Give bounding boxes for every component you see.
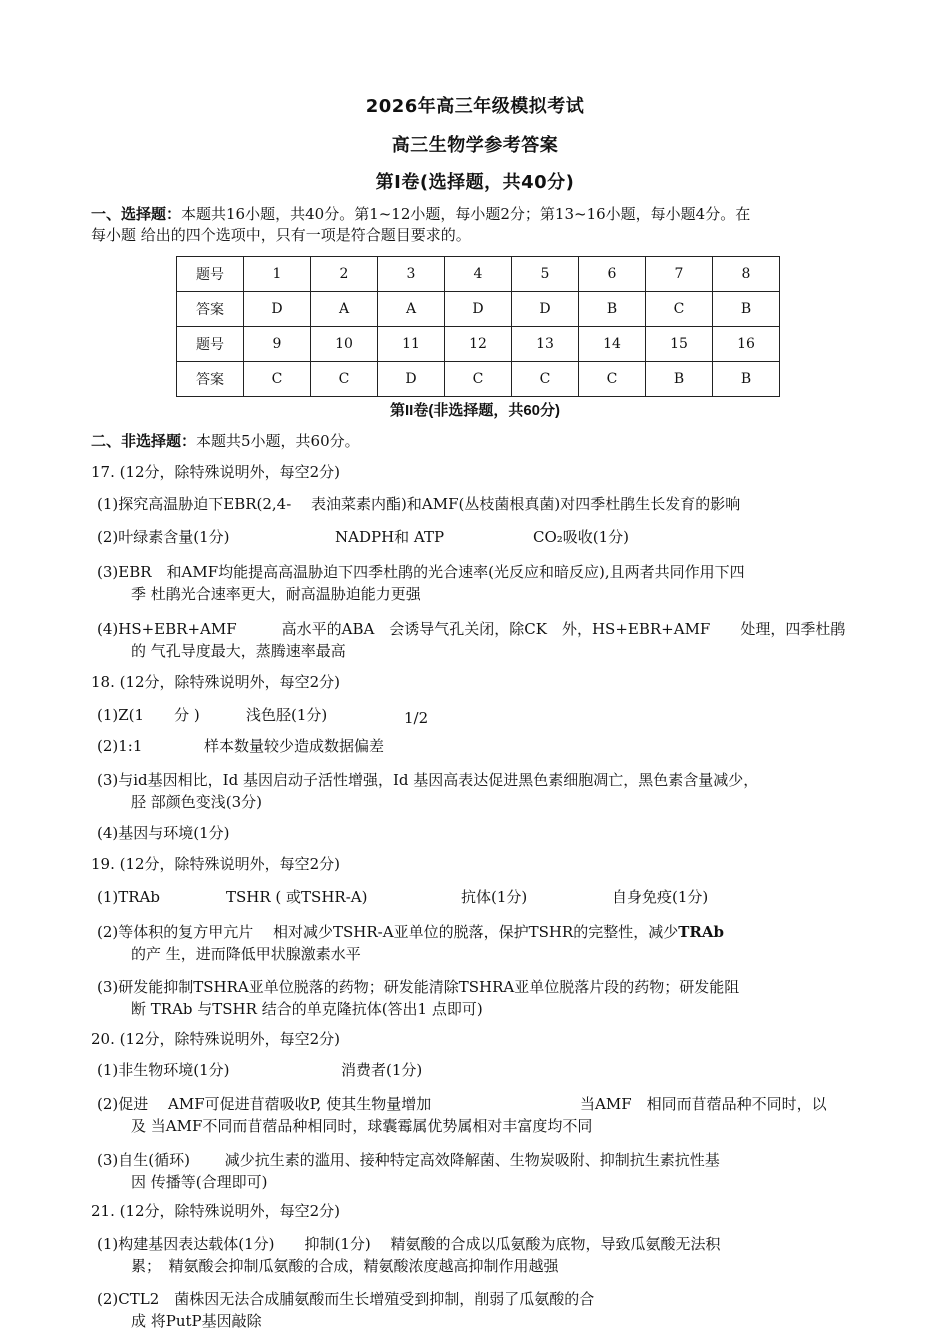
table-cell: 11 [378, 327, 445, 362]
part1-title: 第I卷(选择题，共40分) [375, 172, 575, 193]
table-cell: C [646, 292, 713, 327]
answer-table [176, 256, 780, 397]
table-cell: 6 [579, 257, 646, 292]
part1-intro-line1 [91, 203, 750, 225]
table-cell: C [445, 362, 512, 397]
table-cell: D [244, 292, 311, 327]
q19-answer-3-line2: 断 TRAb 与TSHR 结合的单克隆抗体(答出1 点即可) [131, 1000, 483, 1018]
table-cell: 16 [713, 327, 780, 362]
q21-answer-2-line1: (2)CTL2 菌株因无法合成脯氨酸而生长增殖受到抑制，削弱了瓜氨酸的合 [97, 1290, 595, 1308]
q18-header: 18. (12分，除特殊说明外，每空2分) [91, 673, 340, 691]
q20-answer-3-line1: (3)自生(循环) 减少抗生素的滥用、接种特定高效降解菌、生物炭吸附、抑制抗生素抗性基 [97, 1151, 720, 1169]
table-cell: A [378, 292, 445, 327]
table-cell: 13 [512, 327, 579, 362]
table-cell: 4 [445, 257, 512, 292]
q17-answer-4-line2: 的 气孔导度最大，蒸腾速率最高 [131, 642, 346, 660]
q19-answer-1b: TSHR ( 或TSHR-A) [226, 888, 368, 906]
q17-answer-2a: (2)叶绿素含量(1分) [97, 528, 230, 546]
q21-answer-1-line1: (1)构建基因表达载体(1分) 抑制(1分) 精氨酸的合成以瓜氨酸为底物，导致瓜氨酸无法积 [97, 1235, 721, 1253]
table-row [177, 292, 780, 327]
part1-intro-line2: 每小题 给出的四个选项中，只有一项是符合题目要求的。 [91, 226, 471, 244]
q19-answer-2-text: (2)等体积的复方甲亢片 相对减少TSHR-A亚单位的脱落，保护TSHR的完整性，减少 [97, 923, 679, 941]
table-cell: C [512, 362, 579, 397]
q19-answer-1a: (1)TRAb [97, 888, 160, 906]
table-row [177, 362, 780, 397]
q17-answer-3-line1: (3)EBR 和AMF均能提高高温胁迫下四季杜鹃的光合速率(光反应和暗反应),且两者共同作用下四 [97, 563, 745, 581]
table-cell: 1 [244, 257, 311, 292]
q18-answer-3-line2: 胫 部颜色变浅(3分) [131, 793, 263, 811]
table-cell-header: 题号 [177, 327, 244, 362]
part2-label: 二、非选择题： [91, 432, 197, 450]
table-cell: B [579, 292, 646, 327]
q19-answer-2-trab: TRAb [678, 923, 724, 941]
q18-answer-2a: (2)1:1 [97, 737, 143, 755]
part2-intro-text: 本题共5小题，共60分。 [196, 432, 360, 450]
table-cell: B [713, 362, 780, 397]
q17-header: 17. (12分，除特殊说明外，每空2分) [91, 463, 340, 481]
q20-answer-1a: (1)非生物环境(1分) [97, 1061, 230, 1079]
q18-answer-1a: (1)Z(1 分 ) [97, 706, 200, 724]
q18-answer-1b: 浅色胫(1分) [246, 706, 328, 724]
table-cell: C [244, 362, 311, 397]
answer-key-title: 高三生物学参考答案 [391, 135, 559, 156]
part1-label: 一、选择题： [91, 205, 182, 223]
table-cell: A [311, 292, 378, 327]
table-cell-header: 答案 [177, 292, 244, 327]
table-cell: 9 [244, 327, 311, 362]
table-row [177, 257, 780, 292]
q20-answer-1b: 消费者(1分) [341, 1061, 423, 1079]
q19-answer-1d: 自身免疫(1分) [612, 888, 709, 906]
table-cell: B [713, 292, 780, 327]
q20-answer-2-line2: 及 当AMF不同而苜蓿品种相同时，球囊霉属优势属相对丰富度均不同 [131, 1117, 593, 1135]
table-cell: C [311, 362, 378, 397]
table-cell-header: 答案 [177, 362, 244, 397]
q18-answer-1c: 1/2 [404, 709, 429, 727]
table-cell-header: 题号 [177, 257, 244, 292]
q21-header: 21. (12分，除特殊说明外，每空2分) [91, 1202, 340, 1220]
table-cell: 12 [445, 327, 512, 362]
table-row [177, 327, 780, 362]
table-cell: B [646, 362, 713, 397]
q19-answer-2-line1 [97, 921, 724, 943]
part2-title: 第II卷(非选择题，共60分) [389, 402, 560, 419]
table-cell: D [445, 292, 512, 327]
q19-answer-1c: 抗体(1分) [461, 888, 528, 906]
q20-header: 20. (12分，除特殊说明外，每空2分) [91, 1030, 340, 1048]
exam-title: 2026年高三年级模拟考试 [365, 96, 585, 117]
q20-answer-3-line2: 因 传播等(合理即可) [131, 1173, 268, 1191]
q21-answer-2-line2: 成 将PutP基因敲除 [131, 1312, 262, 1330]
q17-answer-1: (1)探究高温胁迫下EBR(2,4- 表油菜素内酯)和AMF(丛枝菌根真菌)对四季杜鹃生长发育的影响 [97, 495, 741, 513]
table-cell: 2 [311, 257, 378, 292]
table-cell: 15 [646, 327, 713, 362]
q19-header: 19. (12分，除特殊说明外，每空2分) [91, 855, 340, 873]
table-cell: 14 [579, 327, 646, 362]
q20-answer-2-line1b: 当AMF 相同而苜蓿品种不同时，以 [580, 1095, 827, 1113]
q19-answer-2-line2: 的产 生，进而降低甲状腺激素水平 [131, 945, 361, 963]
part2-intro [91, 430, 360, 452]
q18-answer-3-line1: (3)与id基因相比，Id 基因启动子活性增强，Id 基因高表达促进黑色素细胞凋亡，黑色素含量减少， [97, 771, 759, 789]
q20-answer-2-line1a: (2)促进 AMF可促进苜蓿吸收P, 使其生物量增加 [97, 1095, 432, 1113]
table-cell: D [512, 292, 579, 327]
q17-answer-4-line1: (4)HS+EBR+AMF 高水平的ABA 会诱导气孔关闭，除CK 外，HS+EBR+AMF 处理，四季杜鹃 [97, 620, 846, 638]
q21-answer-1-line2: 累； 精氨酸会抑制瓜氨酸的合成，精氨酸浓度越高抑制作用越强 [131, 1257, 559, 1275]
part1-intro-text: 本题共16小题，共40分。第1~12小题，每小题2分；第13~16小题，每小题4分。在 [181, 205, 751, 223]
q17-answer-3-line2: 季 杜鹃光合速率更大，耐高温胁迫能力更强 [131, 585, 421, 603]
table-cell: 3 [378, 257, 445, 292]
q18-answer-4: (4)基因与环境(1分) [97, 824, 230, 842]
q19-answer-3-line1: (3)研发能抑制TSHRA亚单位脱落的药物；研发能清除TSHRA亚单位脱落片段的药物；研发能阻 [97, 978, 740, 996]
q18-answer-2b: 样本数量较少造成数据偏差 [204, 737, 385, 755]
table-cell: D [378, 362, 445, 397]
table-cell: 10 [311, 327, 378, 362]
table-cell: C [579, 362, 646, 397]
table-cell: 8 [713, 257, 780, 292]
table-cell: 7 [646, 257, 713, 292]
q17-answer-2c: CO₂吸收(1分) [533, 528, 630, 546]
q17-answer-2b: NADPH和 ATP [335, 528, 445, 546]
table-cell: 5 [512, 257, 579, 292]
